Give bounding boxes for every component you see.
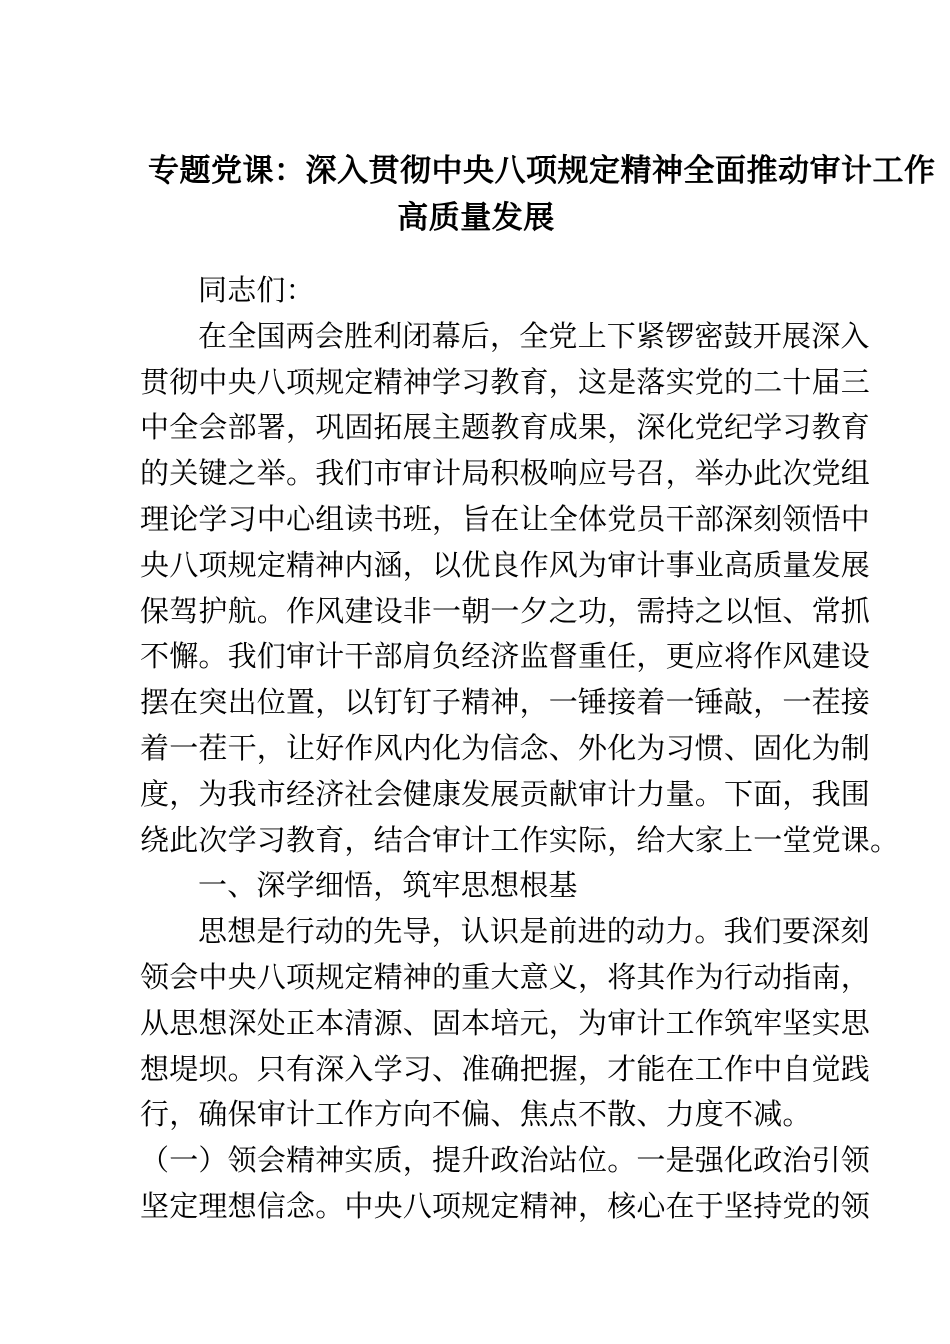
paragraph-line: 绕此次学习教育，结合审计工作实际，给大家上一堂党课。 (140, 822, 900, 857)
section-heading-text: 一、深学细悟，筑牢思想根基 (198, 868, 578, 903)
paragraph-line: 的关键之举。我们市审计局积极响应号召，举办此次党组 (140, 456, 871, 491)
paragraph-line: 摆在突出位置，以钉钉子精神，一锤接着一锤敲，一茬接 (140, 685, 871, 720)
paragraph-line: 行，确保审计工作方向不偏、焦点不散、力度不减。 (140, 1097, 812, 1132)
page-title (140, 0, 936, 242)
section-heading-1 (140, 863, 812, 909)
paragraph-line: 坚定理想信念。中央八项规定精神，核心在于坚持党的领 (140, 1188, 871, 1223)
paragraph-line: 领会中央八项规定精神的重大意义，将其作为行动指南， (140, 959, 871, 994)
paragraph-line: 央八项规定精神内涵，以优良作风为审计事业高质量发展 (140, 547, 871, 582)
paragraph-line: 度，为我市经济社会健康发展贡献审计力量。下面，我围 (140, 776, 871, 811)
paragraph-line: 不懈。我们审计干部肩负经济监督重任，更应将作风建设 (140, 639, 871, 674)
paragraph-line: 思想是行动的先导，认识是前进的动力。我们要深刻 (198, 914, 870, 949)
paragraph-line: （一）领会精神实质，提升政治站位。一是强化政治引领 (140, 1143, 871, 1178)
paragraph-line: 着一茬干，让好作风内化为信念、外化为习惯、固化为制 (140, 730, 871, 765)
title-line-1: 专题党课：深入贯彻中央八项规定精神全面推动审计工作 (148, 153, 936, 189)
salutation (140, 268, 812, 314)
paragraph-opening (140, 314, 900, 864)
paragraph-line: 在全国两会胜利闭幕后，全党上下紧锣密鼓开展深入 (198, 318, 870, 353)
document-body (140, 0, 936, 1230)
title-line-2: 高质量发展 (397, 200, 555, 236)
salutation-text: 同志们： (198, 273, 315, 307)
paragraph-line: 从思想深处正本清源、固本培元，为审计工作筑牢坚实思 (140, 1005, 871, 1040)
paragraph-line: 保驾护航。作风建设非一朝一夕之功，需持之以恒、常抓 (140, 593, 871, 628)
paragraph-line: 贯彻中央八项规定精神学习教育，这是落实党的二十届三 (140, 364, 871, 399)
paragraph-subsection-1-1 (140, 1138, 871, 1230)
paragraph-line: 想堤坝。只有深入学习、准确把握，才能在工作中自觉践 (140, 1051, 871, 1086)
paragraph-line: 理论学习中心组读书班，旨在让全体党员干部深刻领悟中 (140, 501, 871, 536)
paragraph-line: 中全会部署，巩固拓展主题教育成果，深化党纪学习教育 (140, 410, 871, 445)
paragraph-section-1-body (140, 909, 871, 1138)
